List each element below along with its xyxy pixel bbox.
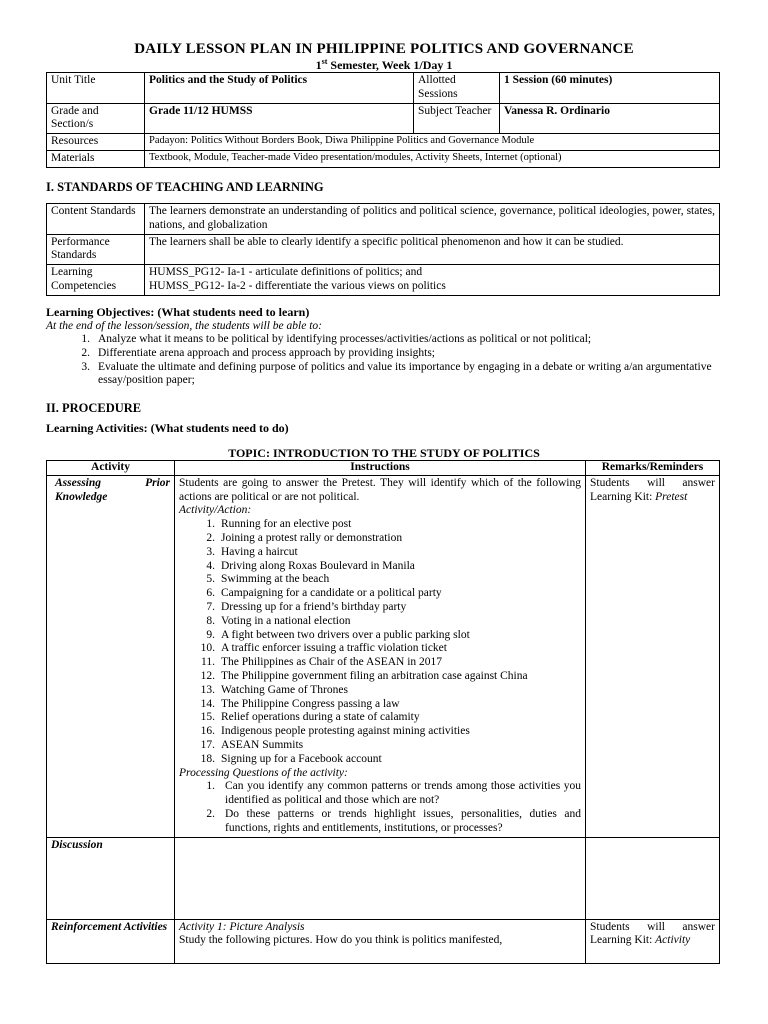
action-text: Indigenous people protesting against mining activities — [221, 725, 470, 738]
action-number: 16. — [200, 725, 215, 738]
picture-analysis-title: Activity 1: Picture Analysis — [179, 920, 305, 933]
header-info-table — [46, 72, 720, 168]
semester-number: 1 — [315, 58, 322, 72]
column-header-instructions: Instructions — [175, 461, 586, 476]
action-number: 18. — [200, 752, 215, 765]
action-number: 13. — [200, 683, 215, 696]
table-row — [47, 837, 720, 919]
action-item — [179, 698, 581, 712]
competency-1: HUMSS_PG12- Ia-1 - articulate definitions of politics; and — [149, 266, 423, 279]
action-item — [179, 739, 581, 753]
action-text: Relief operations during a state of calamity — [221, 711, 420, 724]
objective-item — [46, 333, 726, 347]
action-number: 6. — [206, 587, 215, 600]
action-item — [179, 601, 581, 615]
action-item — [179, 684, 581, 698]
action-text: Running for an elective post — [221, 518, 352, 531]
processing-questions-label: Processing Questions of the activity: — [179, 766, 348, 779]
content-standards-label: Content Standards — [47, 204, 145, 235]
grade-section-value: Grade 11/12 HUMSS — [145, 103, 414, 134]
question-text: Can you identify any common patterns or trends among those activities you identified as political and those which are not? — [225, 780, 581, 807]
action-text: ASEAN Summits — [221, 738, 304, 751]
instructions-cell — [175, 475, 586, 837]
section-standards-heading: I. STANDARDS OF TEACHING AND LEARNING — [46, 180, 324, 194]
unit-title-value: Politics and the Study of Politics — [145, 73, 414, 104]
action-text: Voting in a national election — [221, 614, 351, 627]
action-text: Watching Game of Thrones — [221, 683, 348, 696]
action-item — [179, 642, 581, 656]
discussion-instructions-cell — [175, 837, 586, 919]
action-item — [179, 615, 581, 629]
semester-week-day: Semester, Week 1/Day 1 — [327, 58, 453, 72]
reinforcement-remarks-cell — [586, 919, 720, 963]
objective-text: Differentiate arena approach and process approach by providing insights; — [98, 346, 436, 359]
processing-question-item — [179, 808, 581, 836]
question-number: 2. — [206, 807, 215, 820]
objective-item — [46, 347, 726, 361]
action-item — [179, 560, 581, 574]
column-header-activity: Activity — [47, 461, 175, 476]
performance-standards-value: The learners shall be able to clearly identify a specific political phenomenon and how it can be studied. — [145, 234, 720, 265]
action-text: A traffic enforcer issuing a traffic violation ticket — [221, 642, 447, 655]
allotted-sessions-label: Allotted Sessions — [414, 73, 500, 104]
action-number: 4. — [206, 559, 215, 572]
subject-teacher-label: Subject Teacher — [414, 103, 500, 134]
question-text: Do these patterns or trends highlight issues, personalities, duties and functions, rights and entitlements, institutions, or processes? — [225, 807, 581, 834]
action-text: Having a haircut — [221, 545, 298, 558]
remarks-text: Students will answer Learning Kit: — [590, 476, 715, 503]
activity-action-label: Activity/Action: — [179, 504, 252, 517]
section-procedure-heading: II. PROCEDURE — [46, 401, 142, 415]
action-number: 9. — [206, 628, 215, 641]
column-header-remarks: Remarks/Reminders — [586, 461, 720, 476]
action-item — [179, 518, 581, 532]
competency-2: HUMSS_PG12- Ia-2 - differentiate the various views on politics — [149, 279, 446, 292]
objective-number: 1. — [81, 333, 90, 345]
action-number: 14. — [200, 697, 215, 710]
action-item — [179, 711, 581, 725]
processing-questions-list — [179, 780, 581, 835]
action-number: 3. — [206, 545, 215, 558]
remarks-kit-name: Activity — [655, 934, 691, 947]
action-text: The Philippines as Chair of the ASEAN in 2017 — [221, 656, 443, 669]
action-text: The Philippine Congress passing a law — [221, 697, 400, 710]
learning-activities-heading: Learning Activities: (What students need to do) — [46, 421, 289, 435]
action-number: 15. — [200, 711, 215, 724]
document-subtitle — [0, 57, 768, 72]
objective-number: 3. — [81, 360, 90, 373]
action-number: 8. — [206, 614, 215, 627]
table-row — [47, 475, 720, 837]
question-number: 1. — [206, 780, 215, 793]
allotted-sessions-value: 1 Session (60 minutes) — [500, 73, 720, 104]
picture-analysis-instructions: Study the following pictures. How do you think is politics manifested, — [179, 934, 503, 947]
resources-label: Resources — [47, 134, 145, 151]
action-text: The Philippine government filing an arbitration case against China — [221, 669, 528, 682]
document-title: DAILY LESSON PLAN IN PHILIPPINE POLITICS AND GOVERNANCE — [134, 41, 634, 57]
learning-objectives-list — [46, 333, 726, 388]
table-row — [47, 919, 720, 963]
action-item — [179, 725, 581, 739]
action-text: Swimming at the beach — [221, 573, 330, 586]
action-text: Signing up for a Facebook account — [221, 752, 382, 765]
action-number: 10. — [200, 642, 215, 655]
action-item — [179, 546, 581, 560]
action-number: 5. — [206, 573, 215, 586]
activity-assessing-prior-knowledge: Assessing Prior Knowledge — [47, 475, 175, 837]
action-item — [179, 587, 581, 601]
remarks-kit-name: Pretest — [655, 490, 688, 503]
grade-section-label: Grade and Section/s — [47, 103, 145, 134]
learning-competencies-label: Learning Competencies — [47, 265, 145, 296]
action-item — [179, 753, 581, 767]
resources-value: Padayon: Politics Without Borders Book, Diwa Philippine Politics and Governance Module — [145, 134, 720, 151]
objective-text: Analyze what it means to be political by identifying processes/activities/actions as political or not political; — [98, 333, 592, 345]
action-number: 11. — [201, 656, 215, 669]
objective-number: 2. — [81, 346, 90, 359]
action-item — [179, 670, 581, 684]
procedure-table — [46, 460, 720, 964]
materials-label: Materials — [47, 150, 145, 167]
remarks-cell — [586, 475, 720, 837]
action-number: 17. — [200, 738, 215, 751]
objective-text: Evaluate the ultimate and defining purpose of politics and value its importance by engaging in a debate or writing a/an argumentative essay/position paper; — [98, 360, 712, 387]
processing-question-item — [179, 780, 581, 808]
action-text: Dressing up for a friend’s birthday party — [221, 600, 407, 613]
pretest-instructions: Students are going to answer the Pretest. They will identify which of the following actions are political or are not political. — [179, 476, 581, 503]
action-text: Driving along Roxas Boulevard in Manila — [221, 559, 415, 572]
discussion-remarks-cell — [586, 837, 720, 919]
unit-title-label: Unit Title — [47, 73, 145, 104]
reinforcement-instructions-cell — [175, 919, 586, 963]
action-item — [179, 629, 581, 643]
standards-table — [46, 203, 720, 296]
action-item — [179, 656, 581, 670]
content-standards-value: The learners demonstrate an understanding of politics and political science, governance, political ideologies, power, states, nations, and globalization — [145, 204, 720, 235]
action-text: A fight between two drivers over a public parking slot — [221, 628, 470, 641]
action-number: 12. — [200, 669, 215, 682]
action-text: Joining a protest rally or demonstration — [221, 531, 403, 544]
action-number: 1. — [206, 518, 215, 531]
action-text: Campaigning for a candidate or a political party — [221, 587, 442, 600]
action-item — [179, 573, 581, 587]
semester-ordinal: st — [321, 57, 328, 66]
topic-heading: TOPIC: INTRODUCTION TO THE STUDY OF POLITICS — [228, 446, 540, 460]
activity-discussion: Discussion — [47, 837, 175, 919]
action-list — [179, 518, 581, 766]
remarks-text: Students will answer Learning Kit: — [590, 920, 715, 947]
performance-standards-label: Performance Standards — [47, 234, 145, 265]
materials-value: Textbook, Module, Teacher-made Video presentation/modules, Activity Sheets, Internet (optional) — [145, 150, 720, 167]
action-number: 2. — [206, 531, 215, 544]
learning-objectives-heading: Learning Objectives: (What students need to learn) — [46, 305, 310, 319]
activity-reinforcement: Reinforcement Activities — [47, 919, 175, 963]
objective-item — [46, 361, 726, 389]
subject-teacher-value: Vanessa R. Ordinario — [500, 103, 720, 134]
learning-objectives-intro: At the end of the lesson/session, the students will be able to: — [46, 320, 322, 332]
learning-competencies-value — [145, 265, 720, 296]
action-number: 7. — [206, 600, 215, 613]
action-item — [179, 532, 581, 546]
